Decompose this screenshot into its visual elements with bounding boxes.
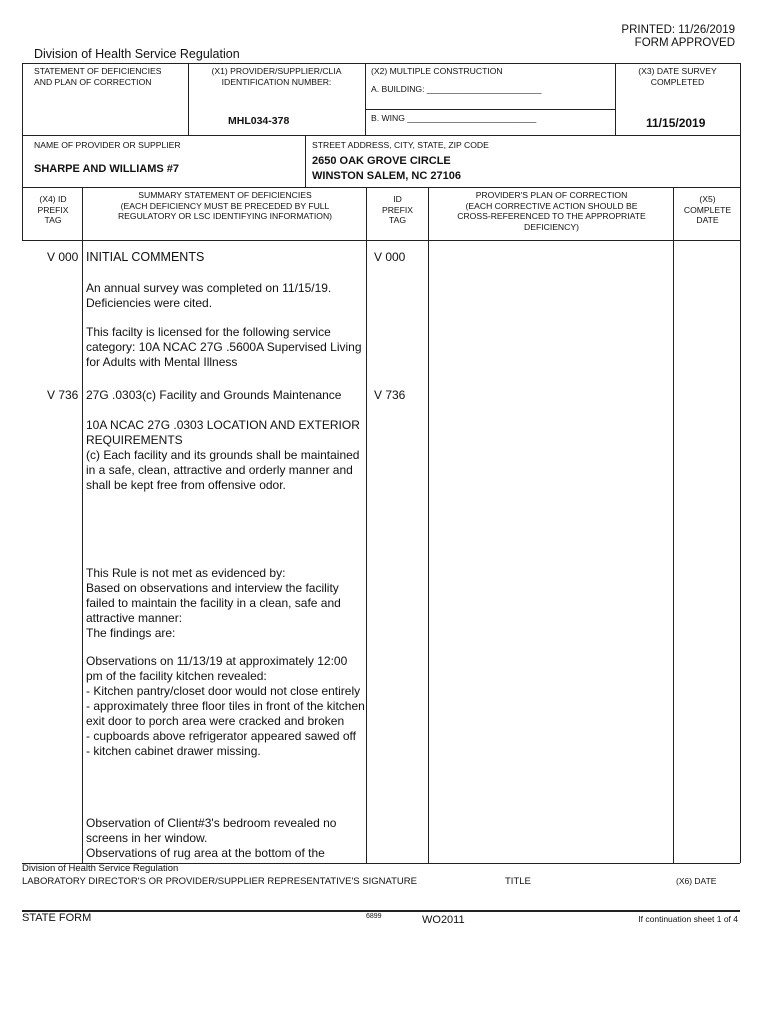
address-line-1: 2650 OAK GROVE CIRCLE <box>312 155 451 167</box>
signature-label: LABORATORY DIRECTOR'S OR PROVIDER/SUPPLIER REPRESENTATIVE'S SIGNATURE <box>22 876 417 887</box>
id-prefix-header: ID PREFIX TAG <box>381 194 414 225</box>
provider-name-label: NAME OF PROVIDER OR SUPPLIER <box>34 140 181 150</box>
x5-header: (X5) COMPLETE DATE <box>683 194 732 225</box>
division-title: Division of Health Service Regulation <box>34 47 240 61</box>
form-approved: FORM APPROVED <box>634 37 735 49</box>
provider-name: SHARPE AND WILLIAMS #7 <box>34 163 180 175</box>
state-form: STATE FORM <box>22 912 92 924</box>
paragraph-license: This facilty is licensed for the following service category: 10A NCAC 27G .5600A Supervised Living for Adults with Mental Illness <box>86 325 362 369</box>
v736-tag: V 736 <box>47 388 79 402</box>
v000-tag: V 000 <box>47 250 79 264</box>
v736-title: 27G .0303(c) Facility and Grounds Maintenance <box>86 388 342 402</box>
form-code: WO2011 <box>422 914 465 926</box>
wing-field: B. WING ___________________________ <box>371 113 537 123</box>
x6-date-label: (X6) DATE <box>676 876 717 886</box>
printed-date: PRINTED: 11/26/2019 <box>621 24 735 36</box>
form-number: 6899 <box>366 913 382 920</box>
address-line-2: WINSTON SALEM, NC 27106 <box>312 170 461 182</box>
continuation-sheet: If continuation sheet 1 of 4 <box>638 914 738 924</box>
paragraph-evidence: This Rule is not met as evidenced by: Based on observations and interview the facility failed to maintain the facility in a clean, safe and attractive manner: The findings are: <box>86 566 341 640</box>
v736-prefix: V 736 <box>374 388 406 402</box>
summary-header: SUMMARY STATEMENT OF DEFICIENCIES (EACH DEFICIENCY MUST BE PRECEDED BY FULL REGULATORY OR LSC IDENTIFYING INFORMATION) <box>117 190 333 221</box>
statement-label: STATEMENT OF DEFICIENCIES AND PLAN OF CORRECTION <box>34 66 162 87</box>
provider-id: MHL034-378 <box>228 115 290 127</box>
footer-division: Division of Health Service Regulation <box>22 863 179 874</box>
x3-label: (X3) DATE SURVEY COMPLETED <box>638 66 717 87</box>
address-label: STREET ADDRESS, CITY, STATE, ZIP CODE <box>312 140 489 150</box>
title-label: TITLE <box>505 876 531 887</box>
paragraph-bedroom: Observation of Client#3's bedroom revealed no screens in her window. Observations of rug area at the bottom of the <box>86 816 337 860</box>
building-field: A. BUILDING: ________________________ <box>371 84 542 94</box>
paragraph-survey: An annual survey was completed on 11/15/19. Deficiencies were cited. <box>86 281 332 310</box>
paragraph-rule: 10A NCAC 27G .0303 LOCATION AND EXTERIOR REQUIREMENTS (c) Each facility and its grounds shall be maintained in a safe, clean, attractive and orderly manner and shall be kept free from offensive odor. <box>86 418 360 492</box>
v000-title: INITIAL COMMENTS <box>86 250 205 264</box>
x4-header: (X4) ID PREFIX TAG <box>37 194 69 225</box>
survey-date: 11/15/2019 <box>646 116 706 130</box>
x1-label: (X1) PROVIDER/SUPPLIER/CLIA IDENTIFICATION NUMBER: <box>211 66 342 87</box>
plan-header: PROVIDER'S PLAN OF CORRECTION (EACH CORRECTIVE ACTION SHOULD BE CROSS-REFERENCED TO THE APPROPRIATE DEFICIENCY) <box>457 190 646 232</box>
x2-label: (X2) MULTIPLE CONSTRUCTION <box>371 66 503 76</box>
paragraph-observations: Observations on 11/13/19 at approximately 12:00 pm of the facility kitchen revealed: - Kitchen pantry/closet door would not close entirely - approximately three floor tiles in front of the kitchen exit door to porch area were cracked and broken - cupboards above refrigerator appeared sawed off - kitchen cabinet drawer missing. <box>86 654 365 758</box>
v000-prefix: V 000 <box>374 250 406 264</box>
